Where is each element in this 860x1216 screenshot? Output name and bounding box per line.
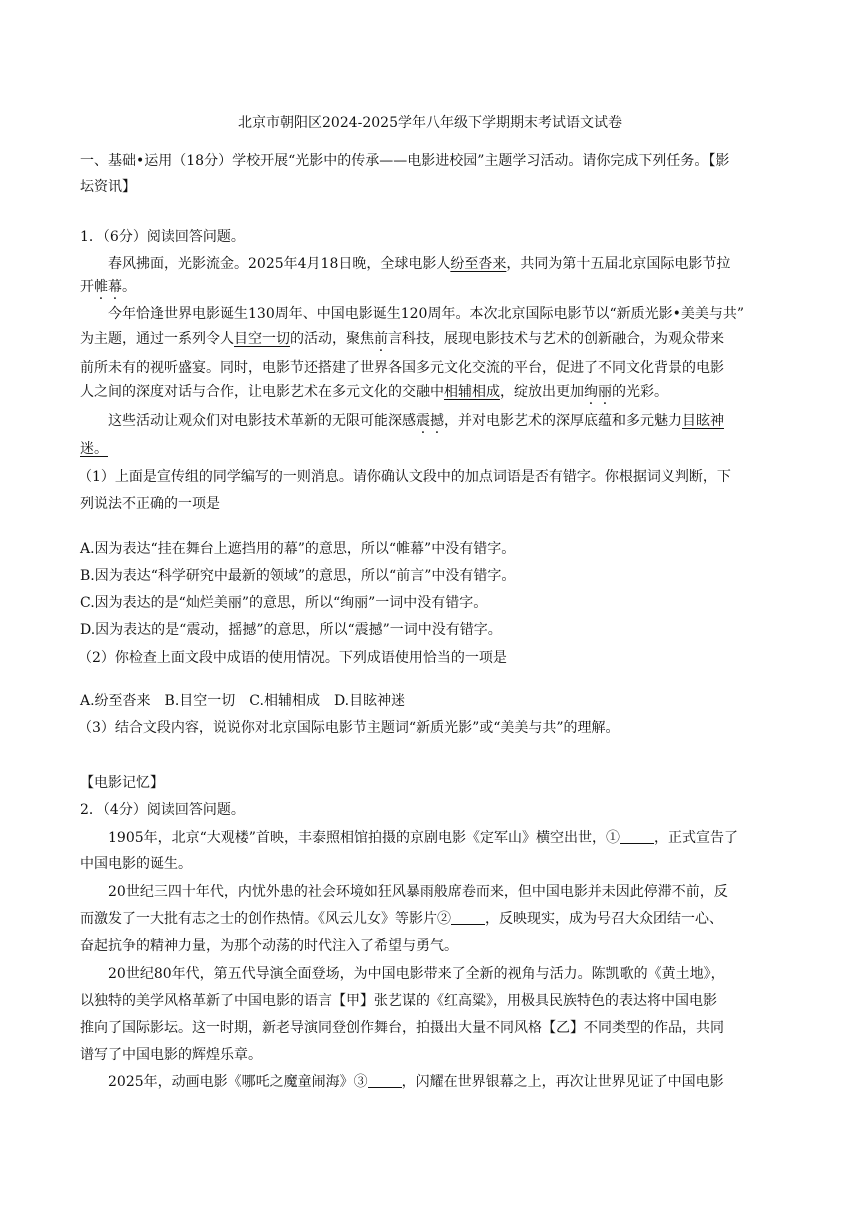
q1-passage-p2-line2: 为主题，通过一系列令人目空一切的活动，聚焦前言科技，展现电影技术与艺术的创新融合，为观众带来 <box>80 331 724 347</box>
idiom-mukongyiqie: 目空一切 <box>234 331 290 347</box>
q2-passage-p2-line2: 而激发了一大批有志之士的创作热情。《风云儿女》等影片② ，反映现实，成为号召大众团结一心、 <box>80 911 723 927</box>
q1-option-b: B.因为表达“科学研究中最新的领域”的意思，所以“前言”中没有错字。 <box>80 568 516 584</box>
q1-sub1-line1: （1）上面是宣传组的同学编写的一则消息。请你确认文段中的加点词语是否有错字。你根据词义判断，下 <box>78 469 731 485</box>
q1-passage-p1-line2: 开帷幕。 <box>80 279 136 295</box>
blank-1 <box>620 829 654 844</box>
q2-passage-p1-line1: 1905年，北京“大观楼”首映，丰泰照相馆拍摄的京剧电影《定军山》横空出世，① ，正式宣告了 <box>108 830 738 846</box>
q1-option-d: D.因为表达的是“震动，摇撼”的意思，所以“震撼”一词中没有错字。 <box>80 622 502 638</box>
q1-header: 1．（6分）阅读回答问题。 <box>80 229 245 245</box>
dotted-char: 帷 <box>94 279 108 295</box>
blank-2 <box>451 910 485 925</box>
dotted-char: 丽 <box>598 384 612 400</box>
q2-passage-p3-line1: 20世纪80年代，第五代导演全面登场，为中国电影带来了全新的视角与活力。陈凯歌的《黄土地》， <box>108 966 725 982</box>
q1-sub2: （2）你检查上面文段中成语的使用情况。下列成语使用恰当的一项是 <box>78 650 507 666</box>
q1-passage-p2-line3: 前所未有的视听盛宴。同时，电影节还搭建了世界各国多元文化交流的平台，促进了不同文化背景的电影 <box>80 360 724 376</box>
q1-option-c: C.因为表达的是“灿烂美丽”的意思，所以“绚丽”一词中没有错字。 <box>80 595 488 611</box>
q1-sub2-options: A.纷至沓来 B.目空一切 C.相辅相成 D.目眩神迷 <box>80 693 406 709</box>
blank-3 <box>368 1073 402 1088</box>
q1-sub3: （3）结合文段内容，说说你对北京国际电影节主题词“新质光影”或“美美与共”的理解。 <box>78 720 620 736</box>
q1-passage-p2-line1: 今年恰逢世界电影诞生130周年、中国电影诞生120周年。本次北京国际电影节以“新质光影•美美与共” <box>108 306 745 322</box>
q1-passage-p3-line1: 这些活动让观众们对电影技术革新的无限可能深感震撼，并对电影艺术的深厚底蕴和多元魅力目眩神 <box>108 413 724 429</box>
q1-passage-p3-line2: 迷。 <box>80 441 108 457</box>
q2-passage-p2-line1: 20世纪三四十年代，内忧外患的社会环境如狂风暴雨般席卷而来，但中国电影并未因此停滞不前，反 <box>108 884 728 900</box>
q1-sub1-line2: 列说法不正确的一项是 <box>80 496 220 512</box>
q2-passage-p1-line2: 中国电影的诞生。 <box>80 856 192 872</box>
section1-intro-line1: 一、基础•运用（18分）学校开展“光影中的传承——电影进校园”主题学习活动。请你完成下列任务。【影 <box>80 153 730 169</box>
q2-passage-p3-line3: 推向了国际影坛。这一时期，新老导演同登创作舞台，拍摄出大量不同风格【乙】不同类型的作品，共同 <box>80 1020 724 1036</box>
dotted-char: 幕 <box>108 279 122 295</box>
q2-passage-p3-line4: 谱写了中国电影的辉煌乐章。 <box>80 1047 262 1063</box>
idiom-muxuanshenmi: 目眩神 <box>682 413 724 429</box>
idiom-fenzhitalai: 纷至沓来 <box>450 256 507 272</box>
q2-passage-p4-line1: 2025年，动画电影《哪吒之魔童闹海》③ ，闪耀在世界银幕之上，再次让世界见证了中国电影 <box>108 1074 724 1090</box>
q2-passage-p3-line2: 以独特的美学风格革新了中国电影的语言【甲】张艺谋的《红高粱》，用极具民族特色的表达将中国电影 <box>80 993 717 1009</box>
dotted-char: 绚 <box>584 384 598 400</box>
idiom-xiangfuxiangcheng: 相辅相成 <box>444 384 500 400</box>
q1-passage-p2-line4: 人之间的深度对话与合作，让电影艺术在多元文化的交融中相辅相成，绽放出更加绚丽的光彩。 <box>80 384 668 400</box>
q1-passage-p1-line1: 春风拂面，光影流金。2025年4月18日晚，全球电影人纷至沓来，共同为第十五届北京国际电影节拉 <box>108 256 731 272</box>
dotted-char: 震 <box>416 413 430 429</box>
section1-intro-line2: 坛资讯】 <box>80 179 136 195</box>
q2-passage-p2-line3: 奋起抗争的精神力量，为那个动荡的时代注入了希望与勇气。 <box>80 938 458 954</box>
page-title: 北京市朝阳区2024-2025学年八年级下学期期末考试语文试卷 <box>238 115 622 131</box>
dotted-char: 撼 <box>430 413 444 429</box>
q2-header: 2．（4分）阅读回答问题。 <box>80 802 245 818</box>
q1-option-a: A.因为表达“挂在舞台上遮挡用的幕”的意思，所以“帷幕”中没有错字。 <box>80 541 516 557</box>
dotted-char: 前 <box>374 331 388 347</box>
section2-header: 【电影记忆】 <box>80 775 164 791</box>
